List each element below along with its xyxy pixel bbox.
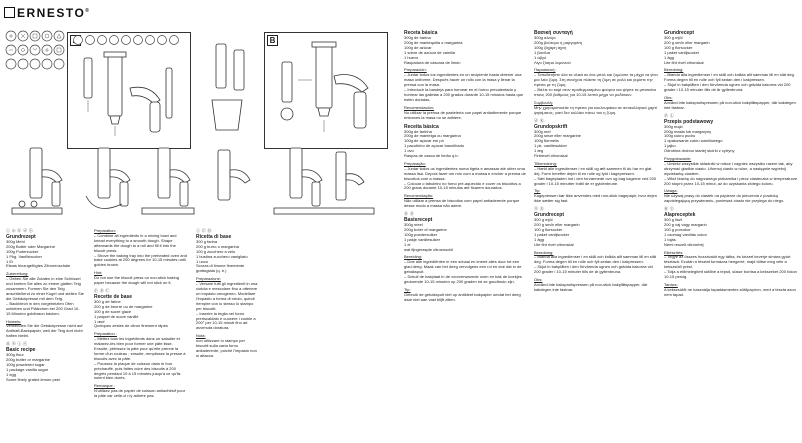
note-heading-se-2: Obs:	[664, 94, 673, 100]
note-text-se: Använd inte kakspruitspressen på non-stick bakplåtspapper, där kakdegen inte fastnar.	[534, 281, 648, 292]
note-heading-es: Recomendación:	[404, 104, 435, 110]
recipe-title-de: Grundrezept	[6, 233, 36, 240]
step-illustration-3	[140, 146, 198, 226]
note-heading-de: Hinweis:	[6, 318, 22, 324]
note-text-en: Do not use the biscuit press on non-stick baking paper because the dough will not stick on it.	[94, 275, 179, 286]
prep-heading-fr: Préparation :	[94, 331, 117, 337]
prep-text-nl: – Doe alle ingrediënten in een schaal en kneed alles door tot een glad deeg. Maak van het deeg vervolgens een rol en doe dat in de gebakspuit. – Schuif de bakplaat in de voorverwarmde oven en bak de koekjes gedurende 10-15 minuten op 200 graden tot ze goudbruin zijn.	[404, 259, 522, 284]
prep-text-fr: – Mettez tous les ingrédients dans un saladier et malaxez-les bien pour former une pâte lisse. Ensuite, pétrissez la pâte pour qu'elle prenne la forme d'un rouleau ; ensuite, remplissez la presse à biscuits avec la pâte. – Poussez la plaque de cuisson dans le four préchauffé, puis faites cuire des biscuits à 200 degrés pendant 10 à 15 minutes jusqu'à ce qu'ils soient bien dorés.	[94, 336, 186, 381]
recipe-title-pl: Przepis podstawowy	[664, 118, 714, 125]
ingredients-gr: 300g αλεύρι 200g βούτυρο ή μαργαρίνη 100g ζάχαρη άχνη 1 βανίλια 1 αβγό Λίγο ξύσμα λεμονιού	[534, 35, 583, 65]
prep-text-se: – Blanda alla ingredienser i en skål och knåda allt samman till en slät deg. Forma degen till en rulle och fyll sedan den i kakpressen. – Skjut in bakplåten i den förvärmda ugnen och grädda kakorna vid 200 grader i 10-15 minuter tills de är gyllenbruna.	[534, 254, 657, 275]
note-text-fr: N'utilisez pas de papier de cuisson antiadhésif pour la pâte car celle-ci n'y adhère pas.	[94, 388, 186, 399]
note-heading-se: Obs:	[534, 277, 543, 283]
recipe-title-en: Basic recipe	[6, 347, 36, 354]
ingredients-se-2: 300 g mjöl 200 g smör eller margarin 100 g florsocker 1 paket vaniljsocker 1 ägg Lite fint rivet citronskal	[664, 35, 710, 65]
note-text-pt: Não utilizar a prensa de biscoitos com papel antiaderente porque desse modo a massa não adere.	[404, 198, 520, 209]
note-text-se-2: Använd inte kakspruitspressen på non-stick bakplåtspapper, där kakdegen inte fastnar.	[664, 99, 796, 110]
recipe-title-dk: Grundopskrift	[534, 123, 568, 130]
prep-heading-es: Preparación:	[404, 67, 427, 73]
prep-text-it: – Versare tutti gli ingredienti in una ciotola e mescolare fino a ottenere un impasto omogeneo. Modellare l'impasto a forma di rotolo, quindi riempire con lo stesso lo stampo per biscotti. – Inserire la teglia nel forno preriscaldato e cuocere i cookie a 200° per 10-15 minuti fino ad avvenuta doratura.	[196, 281, 258, 331]
recipe-title-se: Grundrecept	[534, 212, 565, 219]
note-heading-fr: Remarque :	[94, 383, 115, 389]
prep-heading-it: Preparazione:	[196, 276, 221, 282]
prep-heading-pl: Przygotowanie:	[664, 156, 692, 162]
ingredients-pl: 300g mąki 200g masła lub margaryny 100g cukru pudru 1 opakowanie cukru waniliowego 1 jajko Odrobina drobno startej skórki z cytryny	[664, 123, 735, 154]
column-it	[196, 229, 258, 362]
ingredients-fr: 300 g de farine 200 g de beurre ou de margarine 100 g de sucre glace 1 paquet de sucre vanillé 1 œuf Quelques zestes de citron finement râpés	[94, 298, 168, 329]
prep-heading-gr: Παρασκευή:	[534, 67, 556, 73]
prep-text-gr: – Τοποθετήστε όλα τα υλικά σε ένα μπολ και ζυμώστε τα μέχρι να γίνει μια λεία ζύμη. Στη συνέχεια πλάστε τη ζύμη σε ρολό και γεμίστε την πρέσα με τη ζύμη. – Βάλτε το ταψί στον προθερμασμένο φούρνο και ψήστε τα μπισκότα στους 200 βαθμούς για 10-15 λεπτά μέχρι να ροδίσουν.	[534, 72, 658, 97]
press-assembly-b-illustration	[268, 40, 384, 144]
panel-b-tag: B	[267, 35, 278, 46]
column-gr-dk-se	[534, 30, 658, 296]
prep-text-en: – Combine all ingredients in a mixing bowl and knead everything to a smooth dough. Shape afterwards the dough to a roll and fill it into the biscuit press. – Shove the baking tray into the preheated oven and bake cookies at 200 degrees for 10-15 minutes until golden brown.	[94, 232, 187, 268]
brand-logo	[4, 6, 90, 20]
recipe-title-hu: Alapreceptek	[664, 212, 696, 219]
ingredients-se: 300 g mjöl 200 g smör eller margarin 100 g florsocker 1 paket vaniljsocker 1 ägg Lite fint rivet citronskal	[534, 217, 580, 247]
prep-text-pt: – Juntar todos os ingredientes numa tigela e amassar até obter uma massa lisa. Depois fazer um rolo com a massa e encher a prensa de biscoitos com a massa. – Colocar o tabuleiro no forno pré-aquecido e cozer os biscoitos a 200 graus durante 10-15 minutos até ficarem dourados.	[404, 165, 526, 191]
column-se-pl-hu	[664, 30, 798, 301]
step-illustration-2	[76, 146, 134, 226]
prep-text-es: – Juntar todos los ingredientes en un recipiente hasta obtener una masa uniforme. Después hacer un rollo con la masa y llenar la prensa con la masa. – Introducir la bandeja para hornear en el horno precalentado y hornear las galletas a 200 grados durante 10-15 minutos hasta que estén doradas.	[404, 72, 524, 102]
note-heading-pl: Uwaga:	[664, 188, 678, 194]
language-symbols-se: Ⓢ Ⓔ	[534, 206, 545, 212]
language-symbols-pl: Ⓟ Ⓛ	[664, 112, 675, 118]
recipe-title-gr: Βασική συνταγή	[534, 30, 573, 36]
note-text-hu: A kekszsütőt ne használja tapadásmentes sütőpapíron, mert a tészta azon nem tapad.	[664, 286, 796, 297]
ingredients-pt: 300g de farinha 200g de manteiga ou margarina 100g de açúcar em pó 1 pacotinho de açúcar baunilhado 1 ovo Raspas de casca de limão q.b.	[404, 128, 465, 159]
press-assembly-a-illustration	[70, 48, 188, 144]
ingredients-it: 300 g farina 200 g burro o margarina 100 g zucchero a velo 1 bustina zucchero vanigliato 1 uovo Scorza di limone finemente grattugiata (q. b.)	[196, 238, 248, 274]
recipe-title-pt: Receita básica	[404, 123, 439, 130]
language-symbols-en: ⓖ ⓑ ⓘ ⓔ	[6, 341, 28, 347]
prep-heading-dk: Tilberedning:	[534, 160, 557, 166]
prep-heading-pt: Preparação:	[404, 160, 426, 166]
logo-mark-icon	[4, 7, 15, 18]
note-text-de: Verwenden Sie die Gebäckpresse nicht auf Antihaft-Backpapier, weil der Teig dort nicht haften bleibt.	[6, 323, 83, 339]
note-heading-en: Hint:	[94, 270, 103, 276]
note-heading-nl: Tip:	[404, 286, 411, 292]
language-symbols-hu: Ⓗ Ⓤ	[664, 206, 675, 212]
cookie-discs-illustration	[4, 28, 66, 98]
column-de-en	[6, 229, 84, 385]
step-illustration-5	[270, 146, 380, 226]
prep-heading-hu: Elkészítés:	[664, 249, 684, 255]
step-illustration-1	[8, 146, 66, 226]
ingredients-en: 300g flour 200g butter or margarine 100g powdered sugar 1 package vanilla sugar 1 egg Some finely grated lemon peel	[6, 352, 61, 382]
trademark: ®	[85, 8, 91, 14]
note-text-nl: Gebruik de gebakspuit niet op antikleef bakpapier omdat het deeg daar niet aan vast blijft zitten.	[404, 291, 521, 302]
language-symbols-it: ⓘ Ⓒ Ⓗ	[196, 228, 212, 233]
ingredients-nl: 300g meel 200g boter of margarine 100g poedersuiker 1 pakje vanillesuiker 1 ei wat fijngeraspte citroenschil	[404, 222, 454, 252]
note-text-es: No utilizar la prensa de pastelería con papel antiadherente porque entonces la masa no se adhiere.	[404, 109, 522, 120]
note-heading-gr: Συμβουλή:	[534, 99, 554, 105]
note-text-gr: Μην χρησιμοποιείτε τη πρέσα για κουλουράκια σε αντικολλητικό χαρτί ψησίματος, γιατί δεν κολλάει πάνω του η ζύμη.	[534, 104, 657, 115]
prep-text-de: – Geben Sie alle Zutaten in eine Schüssel und kneten Sie alles zu einem glatten Teig zusammen. Formen Sie den Teig anschließend zu einer Kugel und stellen Sie die Gebäckpresse mit dem Teig. – Backblech in den vorgeheizten Ofen schieben und Plätzchen bei 200 Grad 10-15 Minuten goldbraun backen.	[6, 276, 84, 316]
ingredients-hu: 300 g liszt 200 g vaj vagy margarin 100 g porcukor 1 csomag vaníliás cukor 1 tojás Némi reszelt citromhéj	[664, 217, 707, 247]
note-heading-dk: Tip:	[534, 188, 541, 194]
ingredients-es: 300g de harina 200g de mantequilla o margarina 100g de azúcar 1 sobre de azúcar de vainilla 1 huevo Raspadura de cáscara de limón	[404, 35, 463, 65]
note-heading-hu: Tanács:	[664, 281, 678, 287]
prep-heading-nl: Bereiding:	[404, 254, 423, 260]
language-symbols-de: ⓘ ⊕ ⓑ ⓓ ⓔ	[6, 228, 34, 233]
recipe-title-fr: Recette de base	[94, 293, 133, 300]
note-text-pl: Nie używaj prasy do ciastek na papierze do pieczenia z powłoką zapobiegającą przywieraniu, ponieważ ciasto nie przylega do niego.	[664, 193, 785, 204]
prep-text-hu: – Tegye az összes hozzávalót egy tálba, és kézzel keverje simára gyúrt tésztává. Ezután a tésztát formázza hengerré, majd töltse meg vele a kekszsütő prést. – Tolja a előmelegített sütőbe a tepsit, süsse borítsa a kekszeket 200 fokon 10-15 percig.	[664, 254, 797, 280]
ingredients-de: 300g Mehl 200g Butter oder Margarine 100g Puderzucker 1 Pkg. Vanillezucker 1 Ei Etwas hinzugefügtes Zitronenschale	[6, 238, 71, 269]
prep-text-dk: – Hæld alle ingredienser i en skål og ælt sammen til du har en glat dej. Form herefter dejen til en rulle og fyld i kagepressen. – Sæt bagepladen ind i den forvarmede ovn og bag kagerne ved 200 grader i 10-15 minutter indtil de er gyldenbrune.	[534, 165, 657, 186]
prep-text-pl: – Umieść wszystkie składniki w misce i zagnieć wszystko razem tak, aby otrzymać gładkie ciasto. Uformuj ciasto w rulon, a następnie wypełnij wyciskarkę ciastem. – Włóż blachę do nagrzanego piekarnika i piecz ciasteczka w temperaturze 200 stopni przez 10-15 minut, aż do uzyskania złotego koloru.	[664, 160, 798, 186]
recipe-title-es: Receta básica	[404, 30, 438, 36]
ingredients-dk: 300g mel 200g smør eller margarine 100g flormelis 1 pk. vanillesukker 1 æg Fintrevet citronskal	[534, 128, 581, 159]
prep-heading-se: Beredning:	[534, 249, 554, 255]
step-illustration-4	[200, 40, 258, 230]
nozzle-strip-illustration	[68, 34, 188, 46]
prep-heading-en: Preparation:	[94, 228, 116, 233]
note-heading-it: Nota:	[196, 333, 206, 339]
prep-heading-se-2: Beredning:	[664, 67, 684, 73]
language-symbols-nl: Ⓝ Ⓑ	[404, 211, 415, 217]
language-symbols-fr: Ⓕ Ⓑ Ⓒ	[94, 287, 110, 293]
language-symbols-dk: ⓓ Ⓚ	[534, 117, 545, 123]
note-heading-pt: Recomendação:	[404, 193, 434, 199]
note-text-it: non utilizzare lo stampo per biscotti sulla carta forno antiaderente, poiché l'impasto non si attacca.	[196, 338, 257, 358]
recipe-title-nl: Basisrecept	[404, 217, 433, 223]
note-text-dk: Kagepressen bør ikke anvendes med non-stick bagepapir, hvor dejen ikke sætter sig fast.	[534, 193, 657, 204]
brand-name: ERNESTO	[17, 6, 86, 20]
prep-heading-de: Zubereitung:	[6, 271, 29, 277]
recipe-title-se-2: Grundrecept	[664, 30, 695, 36]
column-en-fr	[94, 229, 188, 402]
column-es-pt-nl	[404, 30, 526, 306]
prep-text-se-2: – Blanda alla ingredienser i en skål och knåda allt samman till en slät deg. Forma degen till en rulle och fyll sedan den i kakpressen. – Skjut in bakplåten i den förvärmda ugnen och grädda kakorna vid 200 grader i 10-15 minuter tills de är gyllenbruna.	[664, 72, 795, 93]
recipe-title-it: Ricetta di base	[196, 233, 232, 240]
